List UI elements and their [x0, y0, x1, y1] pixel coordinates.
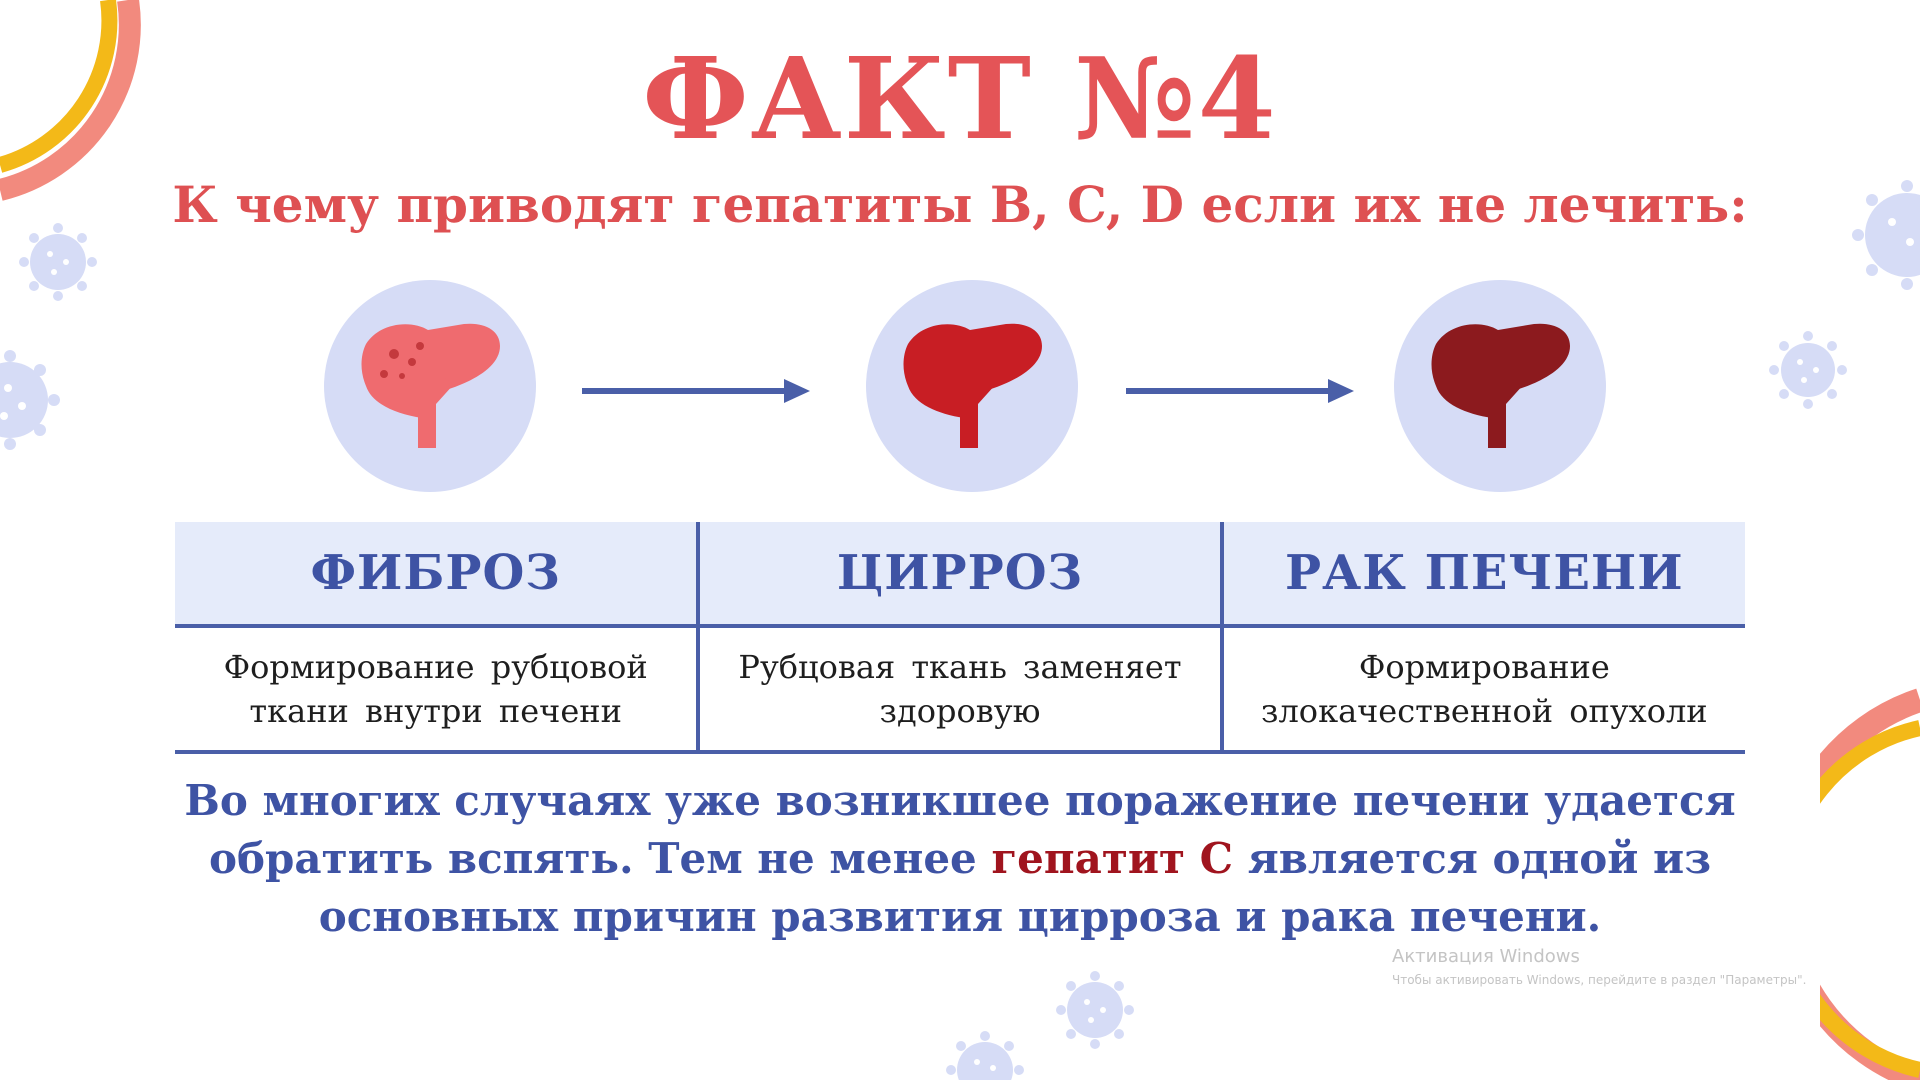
liver-icon [866, 280, 1078, 492]
stage-name: ЦИРРОЗ [698, 522, 1221, 626]
virus-icon [945, 1030, 1025, 1080]
table-header-row [175, 522, 1745, 626]
virus-icon [0, 350, 60, 450]
stage-icon-circle-fibrosis [324, 280, 536, 492]
stage-icon-circle-cirrhosis [866, 280, 1078, 492]
arrow-right-icon [580, 376, 812, 406]
stage-name: РАК ПЕЧЕНИ [1222, 522, 1745, 626]
liver-dark-icon [1394, 280, 1606, 492]
stages-table [175, 522, 1745, 754]
conclusion-text [150, 772, 1770, 946]
conclusion-highlight: гепатит С [991, 834, 1234, 883]
virus-icon [1055, 970, 1135, 1050]
conclusion-part-1: Во многих случаях уже возникшее поражение печени удается обратить вспять. Тем не менее [184, 776, 1736, 883]
stage-description: Формирование рубцовой ткани внутри печени [175, 626, 698, 752]
watermark-title: Активация Windows [1392, 946, 1580, 967]
liver-spotted-icon [324, 280, 536, 492]
stage-description: Рубцовая ткань заменяет здоровую [698, 626, 1221, 752]
watermark-hint: Чтобы активировать Windows, перейдите в раздел "Параметры". [1392, 973, 1807, 987]
stage-description: Формирование злокачественной опухоли [1222, 626, 1745, 752]
arrow-right-icon [1124, 376, 1356, 406]
stage-icon-circle-liver-cancer [1394, 280, 1606, 492]
table-row [175, 626, 1745, 752]
virus-icon [1768, 330, 1848, 410]
page-subtitle: К чему приводят гепатиты B, C, D если их не лечить: [172, 175, 1748, 234]
page-title: ФАКТ №4 [642, 34, 1278, 165]
corner-ribbon-bottom-right [1820, 670, 1920, 1080]
conclusion-part-2: является одной из основных причин развития цирроза и рака печени. [318, 834, 1712, 941]
windows-activation-watermark [1392, 946, 1806, 987]
stage-name: ФИБРОЗ [175, 522, 698, 626]
